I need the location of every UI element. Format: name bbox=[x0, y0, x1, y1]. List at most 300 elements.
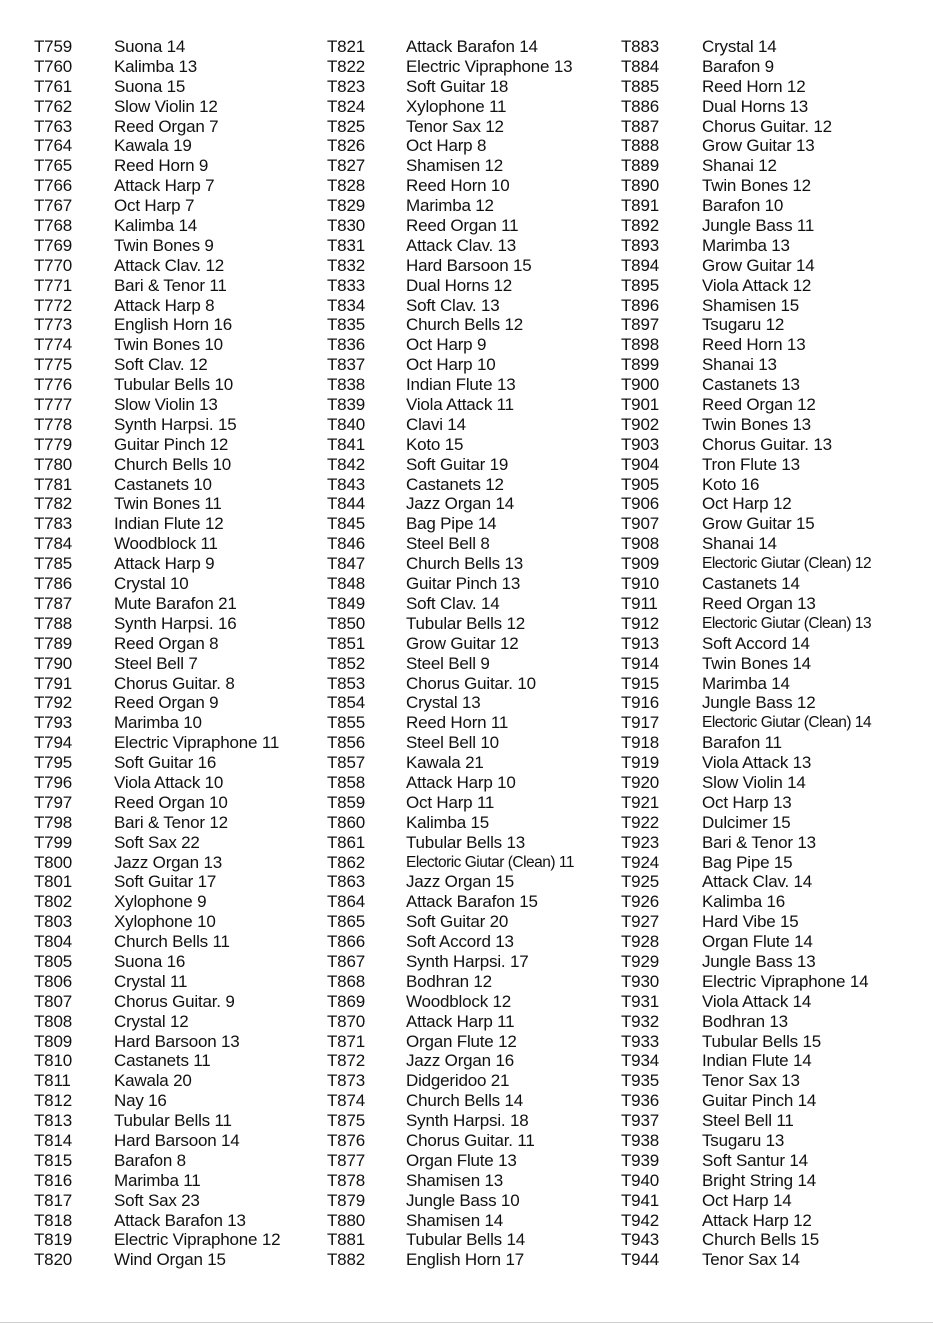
voice-name: Oct Harp 9 bbox=[406, 335, 487, 355]
voice-name: Shanai 13 bbox=[702, 355, 777, 375]
voice-code: T788 bbox=[34, 613, 72, 633]
voice-row bbox=[327, 395, 627, 415]
voice-name: Reed Organ 13 bbox=[702, 593, 816, 613]
voice-row bbox=[327, 355, 627, 375]
voice-code: T787 bbox=[34, 593, 72, 613]
voice-name: Kalimba 14 bbox=[114, 216, 198, 236]
voice-code: T838 bbox=[327, 375, 365, 395]
voice-code: T852 bbox=[327, 653, 365, 673]
voice-name: Bag Pipe 14 bbox=[406, 514, 497, 534]
voice-name: Indian Flute 14 bbox=[702, 1051, 812, 1071]
voice-name: Barafon 8 bbox=[114, 1150, 186, 1170]
voice-row bbox=[327, 713, 627, 733]
voice-row bbox=[34, 315, 334, 335]
voice-code: T858 bbox=[327, 772, 365, 792]
voice-code: T886 bbox=[621, 96, 659, 116]
voice-name: Tubular Bells 13 bbox=[406, 832, 526, 852]
voice-code: T808 bbox=[34, 1011, 72, 1031]
voice-row bbox=[621, 256, 921, 276]
voice-code: T841 bbox=[327, 434, 365, 454]
voice-code: T768 bbox=[34, 216, 72, 236]
voice-row bbox=[327, 196, 627, 216]
voice-name: Oct Harp 10 bbox=[406, 355, 496, 375]
voice-name: Bodhran 12 bbox=[406, 971, 492, 991]
voice-name: Reed Organ 11 bbox=[406, 216, 519, 236]
voice-code: T901 bbox=[621, 395, 659, 415]
voice-row bbox=[327, 475, 627, 495]
voice-row bbox=[34, 57, 334, 77]
voice-name: Bag Pipe 15 bbox=[702, 852, 793, 872]
voice-name: Reed Organ 12 bbox=[702, 395, 816, 415]
voice-code: T910 bbox=[621, 574, 659, 594]
voice-row bbox=[327, 892, 627, 912]
voice-code: T803 bbox=[34, 912, 72, 932]
voice-row bbox=[34, 1051, 334, 1071]
voice-code: T878 bbox=[327, 1170, 365, 1190]
voice-row bbox=[34, 972, 334, 992]
voice-row bbox=[327, 435, 627, 455]
voice-code: T903 bbox=[621, 434, 659, 454]
voice-code: T818 bbox=[34, 1210, 72, 1230]
voice-name: Attack Harp 12 bbox=[702, 1210, 812, 1230]
voice-code: T897 bbox=[621, 315, 659, 335]
voice-row bbox=[34, 594, 334, 614]
voice-name: Electoric Giutar (Clean) 11 bbox=[406, 853, 574, 871]
voice-row bbox=[327, 534, 627, 554]
voice-row bbox=[621, 514, 921, 534]
voice-row bbox=[621, 315, 921, 335]
voice-name: Slow Violin 12 bbox=[114, 96, 218, 116]
voice-row bbox=[621, 395, 921, 415]
voice-row bbox=[34, 1171, 334, 1191]
voice-name: Attack Harp 11 bbox=[406, 1011, 515, 1031]
voice-name: Marimba 13 bbox=[702, 235, 790, 255]
voice-code: T807 bbox=[34, 991, 72, 1011]
voice-code: T936 bbox=[621, 1091, 659, 1111]
voice-code: T766 bbox=[34, 176, 72, 196]
voice-code: T939 bbox=[621, 1150, 659, 1170]
voice-row bbox=[34, 574, 334, 594]
voice-name: Chorus Guitar. 10 bbox=[406, 673, 536, 693]
voice-row bbox=[327, 614, 627, 634]
voice-row bbox=[34, 853, 334, 873]
voice-code: T801 bbox=[34, 872, 72, 892]
voice-code: T937 bbox=[621, 1111, 659, 1131]
voice-code: T924 bbox=[621, 852, 659, 872]
voice-name: Attack Barafon 14 bbox=[406, 37, 538, 56]
voice-row bbox=[34, 693, 334, 713]
voice-code: T835 bbox=[327, 315, 365, 335]
voice-row bbox=[327, 773, 627, 793]
voice-name: Reed Horn 9 bbox=[114, 156, 209, 176]
voice-row bbox=[34, 37, 334, 57]
voice-name: Kawala 19 bbox=[114, 136, 192, 156]
voice-row bbox=[34, 514, 334, 534]
voice-name: Chorus Guitar. 11 bbox=[406, 1130, 535, 1150]
voice-row bbox=[327, 117, 627, 137]
voice-code: T799 bbox=[34, 832, 72, 852]
voice-name: Attack Harp 8 bbox=[114, 295, 215, 315]
voice-row bbox=[327, 77, 627, 97]
voice-code: T915 bbox=[621, 673, 659, 693]
voice-row bbox=[327, 1151, 627, 1171]
voice-code: T761 bbox=[34, 76, 72, 96]
voice-row bbox=[621, 216, 921, 236]
voice-code: T831 bbox=[327, 235, 365, 255]
voice-row bbox=[327, 415, 627, 435]
voice-code: T900 bbox=[621, 375, 659, 395]
voice-name: Soft Accord 13 bbox=[406, 932, 514, 952]
voice-row bbox=[34, 554, 334, 574]
voice-code: T891 bbox=[621, 196, 659, 216]
voice-name: Kalimba 15 bbox=[406, 812, 490, 832]
voice-name: Church Bells 15 bbox=[702, 1230, 820, 1250]
voice-code: T931 bbox=[621, 991, 659, 1011]
voice-code: T776 bbox=[34, 375, 72, 395]
voice-name: Xylophone 9 bbox=[114, 892, 207, 912]
voice-row bbox=[34, 256, 334, 276]
voice-code: T849 bbox=[327, 593, 365, 613]
voice-code: T935 bbox=[621, 1071, 659, 1091]
voice-code: T938 bbox=[621, 1130, 659, 1150]
voice-row bbox=[327, 693, 627, 713]
voice-name: Church Bells 12 bbox=[406, 315, 524, 335]
voice-name: Jazz Organ 16 bbox=[406, 1051, 514, 1071]
voice-code: T791 bbox=[34, 673, 72, 693]
voice-code: T850 bbox=[327, 613, 365, 633]
voice-row bbox=[34, 276, 334, 296]
voice-code: T764 bbox=[34, 136, 72, 156]
voice-name: Soft Clav. 13 bbox=[406, 295, 500, 315]
voice-name: Jungle Bass 10 bbox=[406, 1190, 520, 1210]
voice-row bbox=[327, 1171, 627, 1191]
voice-name: Bright String 14 bbox=[702, 1170, 816, 1190]
voice-row bbox=[621, 713, 921, 733]
voice-row bbox=[621, 574, 921, 594]
voice-name: Hard Vibe 15 bbox=[702, 912, 799, 932]
voice-row bbox=[621, 1051, 921, 1071]
voice-row bbox=[327, 315, 627, 335]
voice-row bbox=[34, 77, 334, 97]
voice-name: Electric Vipraphone 14 bbox=[702, 971, 869, 991]
voice-row bbox=[621, 435, 921, 455]
voice-column-3 bbox=[621, 37, 921, 1270]
voice-name: Electric Vipraphone 12 bbox=[114, 1230, 281, 1250]
voice-name: Oct Harp 8 bbox=[406, 136, 487, 156]
voice-row bbox=[621, 97, 921, 117]
voice-row bbox=[327, 97, 627, 117]
voice-row bbox=[34, 753, 334, 773]
voice-code: T782 bbox=[34, 494, 72, 514]
voice-column-2 bbox=[327, 37, 627, 1270]
voice-code: T796 bbox=[34, 772, 72, 792]
voice-name: Tubular Bells 12 bbox=[406, 613, 526, 633]
voice-code: T833 bbox=[327, 275, 365, 295]
voice-code: T824 bbox=[327, 96, 365, 116]
voice-name: Shanai 12 bbox=[702, 156, 777, 176]
voice-code: T762 bbox=[34, 96, 72, 116]
voice-code: T867 bbox=[327, 951, 365, 971]
voice-code: T797 bbox=[34, 792, 72, 812]
voice-name: Attack Clav. 12 bbox=[114, 255, 225, 275]
voice-row bbox=[327, 872, 627, 892]
voice-name: Oct Harp 7 bbox=[114, 196, 195, 216]
voice-name: Barafon 9 bbox=[702, 56, 774, 76]
voice-code: T860 bbox=[327, 812, 365, 832]
voice-code: T925 bbox=[621, 872, 659, 892]
voice-row bbox=[34, 296, 334, 316]
voice-name: Shamisen 14 bbox=[406, 1210, 504, 1230]
voice-row bbox=[34, 534, 334, 554]
voice-name: Barafon 11 bbox=[702, 733, 782, 753]
voice-row bbox=[621, 1131, 921, 1151]
voice-name: Kawala 21 bbox=[406, 753, 484, 773]
voice-row bbox=[327, 1250, 627, 1270]
voice-name: Bari & Tenor 12 bbox=[114, 812, 228, 832]
voice-name: Attack Barafon 15 bbox=[406, 892, 538, 912]
voice-code: T845 bbox=[327, 514, 365, 534]
voice-row bbox=[621, 813, 921, 833]
voice-row bbox=[621, 176, 921, 196]
voice-code: T933 bbox=[621, 1031, 659, 1051]
voice-name: Twin Bones 12 bbox=[702, 176, 811, 196]
voice-name: Castanets 14 bbox=[702, 574, 800, 594]
voice-row bbox=[621, 554, 921, 574]
voice-name: Tubular Bells 14 bbox=[406, 1230, 526, 1250]
voice-code: T868 bbox=[327, 971, 365, 991]
voice-name: Oct Harp 13 bbox=[702, 792, 792, 812]
voice-row bbox=[621, 992, 921, 1012]
voice-row bbox=[34, 1191, 334, 1211]
voice-name: Twin Bones 14 bbox=[702, 653, 811, 673]
voice-code: T862 bbox=[327, 852, 365, 872]
voice-code: T809 bbox=[34, 1031, 72, 1051]
voice-name: Shamisen 13 bbox=[406, 1170, 504, 1190]
voice-row bbox=[34, 1111, 334, 1131]
voice-row bbox=[621, 455, 921, 475]
voice-row bbox=[621, 156, 921, 176]
voice-name: Indian Flute 13 bbox=[406, 375, 516, 395]
voice-row bbox=[327, 1091, 627, 1111]
voice-name: Soft Guitar 18 bbox=[406, 76, 509, 96]
voice-code: T917 bbox=[621, 713, 659, 733]
voice-name: Shamisen 15 bbox=[702, 295, 800, 315]
voice-code: T930 bbox=[621, 971, 659, 991]
voice-code: T927 bbox=[621, 912, 659, 932]
voice-name: Soft Accord 14 bbox=[702, 633, 810, 653]
voice-name: Reed Horn 13 bbox=[702, 335, 806, 355]
voice-code: T911 bbox=[621, 593, 658, 613]
voice-row bbox=[327, 674, 627, 694]
voice-name: Organ Flute 12 bbox=[406, 1031, 517, 1051]
voice-name: Crystal 12 bbox=[114, 1011, 189, 1031]
voice-name: Electoric Giutar (Clean) 12 bbox=[702, 555, 872, 573]
voice-code: T923 bbox=[621, 832, 659, 852]
voice-name: Dual Horns 13 bbox=[702, 96, 809, 116]
voice-row bbox=[34, 117, 334, 137]
voice-row bbox=[327, 375, 627, 395]
voice-row bbox=[34, 1071, 334, 1091]
voice-name: Shanai 14 bbox=[702, 534, 777, 554]
voice-name: Chorus Guitar. 12 bbox=[702, 116, 832, 136]
voice-name: English Horn 16 bbox=[114, 315, 232, 335]
voice-code: T779 bbox=[34, 434, 72, 454]
voice-code: T777 bbox=[34, 395, 72, 415]
voice-row bbox=[34, 375, 334, 395]
voice-row bbox=[327, 952, 627, 972]
voice-code: T804 bbox=[34, 932, 72, 952]
voice-name: Jazz Organ 15 bbox=[406, 872, 514, 892]
voice-row bbox=[327, 216, 627, 236]
voice-code: T865 bbox=[327, 912, 365, 932]
voice-row bbox=[621, 1012, 921, 1032]
voice-row bbox=[327, 654, 627, 674]
voice-name: Church Bells 11 bbox=[114, 932, 230, 952]
voice-row bbox=[621, 355, 921, 375]
voice-row bbox=[327, 634, 627, 654]
voice-row bbox=[621, 773, 921, 793]
voice-code: T772 bbox=[34, 295, 72, 315]
voice-code: T908 bbox=[621, 534, 659, 554]
voice-row bbox=[327, 335, 627, 355]
voice-name: Indian Flute 12 bbox=[114, 514, 224, 534]
voice-name: Soft Sax 22 bbox=[114, 832, 200, 852]
voice-row bbox=[621, 833, 921, 853]
voice-name: Steel Bell 8 bbox=[406, 534, 490, 554]
voice-name: Viola Attack 12 bbox=[702, 275, 812, 295]
voice-code: T795 bbox=[34, 753, 72, 773]
voice-name: Soft Sax 23 bbox=[114, 1190, 200, 1210]
voice-row bbox=[34, 932, 334, 952]
voice-row bbox=[34, 1211, 334, 1231]
voice-row bbox=[327, 733, 627, 753]
voice-row bbox=[621, 196, 921, 216]
voice-row bbox=[34, 475, 334, 495]
voice-name: Soft Santur 14 bbox=[702, 1150, 808, 1170]
voice-name: Dulcimer 15 bbox=[702, 812, 791, 832]
voice-code: T913 bbox=[621, 633, 659, 653]
voice-row bbox=[621, 1032, 921, 1052]
voice-row bbox=[34, 1012, 334, 1032]
voice-code: T827 bbox=[327, 156, 365, 176]
voice-name: Mute Barafon 21 bbox=[114, 593, 237, 613]
voice-code: T763 bbox=[34, 116, 72, 136]
voice-name: Attack Barafon 13 bbox=[114, 1210, 246, 1230]
voice-name: Reed Organ 7 bbox=[114, 116, 219, 136]
voice-code: T813 bbox=[34, 1111, 72, 1131]
voice-code: T786 bbox=[34, 574, 72, 594]
voice-code: T853 bbox=[327, 673, 365, 693]
voice-code: T854 bbox=[327, 693, 365, 713]
voice-code: T941 bbox=[621, 1190, 659, 1210]
voice-code: T863 bbox=[327, 872, 365, 892]
voice-name: Koto 15 bbox=[406, 434, 464, 454]
voice-row bbox=[621, 375, 921, 395]
voice-code: T767 bbox=[34, 196, 72, 216]
voice-code: T880 bbox=[327, 1210, 365, 1230]
voice-code: T821 bbox=[327, 37, 365, 56]
voice-code: T798 bbox=[34, 812, 72, 832]
voice-code: T926 bbox=[621, 892, 659, 912]
voice-name: Attack Harp 7 bbox=[114, 176, 215, 196]
voice-row bbox=[621, 952, 921, 972]
voice-code: T792 bbox=[34, 693, 72, 713]
voice-row bbox=[34, 892, 334, 912]
voice-name: Jazz Organ 13 bbox=[114, 852, 222, 872]
voice-row bbox=[621, 853, 921, 873]
voice-name: Soft Guitar 19 bbox=[406, 454, 509, 474]
voice-code: T859 bbox=[327, 792, 365, 812]
voice-row bbox=[327, 1211, 627, 1231]
voice-name: Marimba 14 bbox=[702, 673, 790, 693]
voice-name: Hard Barsoon 15 bbox=[406, 255, 532, 275]
voice-code: T826 bbox=[327, 136, 365, 156]
voice-name: Tubular Bells 15 bbox=[702, 1031, 822, 1051]
voice-code: T836 bbox=[327, 335, 365, 355]
voice-name: Tron Flute 13 bbox=[702, 454, 800, 474]
voice-code: T790 bbox=[34, 653, 72, 673]
voice-code: T928 bbox=[621, 932, 659, 952]
voice-code: T773 bbox=[34, 315, 72, 335]
voice-name: Twin Bones 9 bbox=[114, 235, 214, 255]
voice-row bbox=[621, 872, 921, 892]
voice-name: Church Bells 14 bbox=[406, 1091, 524, 1111]
voice-code: T873 bbox=[327, 1071, 365, 1091]
voice-row bbox=[327, 912, 627, 932]
voice-name: Soft Guitar 16 bbox=[114, 753, 217, 773]
voice-code: T934 bbox=[621, 1051, 659, 1071]
voice-name: Jungle Bass 11 bbox=[702, 216, 815, 236]
voice-code: T887 bbox=[621, 116, 659, 136]
voice-code: T760 bbox=[34, 56, 72, 76]
voice-code: T916 bbox=[621, 693, 659, 713]
voice-code: T848 bbox=[327, 574, 365, 594]
voice-name: Chorus Guitar. 13 bbox=[702, 434, 832, 454]
voice-code: T844 bbox=[327, 494, 365, 514]
voice-row bbox=[34, 614, 334, 634]
voice-code: T942 bbox=[621, 1210, 659, 1230]
voice-code: T837 bbox=[327, 355, 365, 375]
voice-code: T920 bbox=[621, 772, 659, 792]
voice-row bbox=[34, 713, 334, 733]
voice-name: Steel Bell 9 bbox=[406, 653, 490, 673]
voice-name: Grow Guitar 14 bbox=[702, 255, 815, 275]
voice-code: T800 bbox=[34, 852, 72, 872]
voice-row bbox=[34, 455, 334, 475]
voice-row bbox=[621, 494, 921, 514]
voice-code: T783 bbox=[34, 514, 72, 534]
voice-code: T793 bbox=[34, 713, 72, 733]
voice-row bbox=[621, 1171, 921, 1191]
voice-name: Guitar Pinch 12 bbox=[114, 434, 229, 454]
voice-row bbox=[34, 216, 334, 236]
voice-code: T907 bbox=[621, 514, 659, 534]
voice-name: Slow Violin 13 bbox=[114, 395, 218, 415]
voice-name: Soft Guitar 17 bbox=[114, 872, 217, 892]
voice-row bbox=[621, 674, 921, 694]
voice-code: T802 bbox=[34, 892, 72, 912]
voice-code: T789 bbox=[34, 633, 72, 653]
voice-name: Viola Attack 13 bbox=[702, 753, 812, 773]
voice-code: T899 bbox=[621, 355, 659, 375]
voice-row bbox=[327, 813, 627, 833]
voice-code: T846 bbox=[327, 534, 365, 554]
voice-name: Crystal 14 bbox=[702, 37, 777, 56]
voice-code: T866 bbox=[327, 932, 365, 952]
voice-code: T889 bbox=[621, 156, 659, 176]
voice-row bbox=[34, 654, 334, 674]
voice-code: T810 bbox=[34, 1051, 72, 1071]
